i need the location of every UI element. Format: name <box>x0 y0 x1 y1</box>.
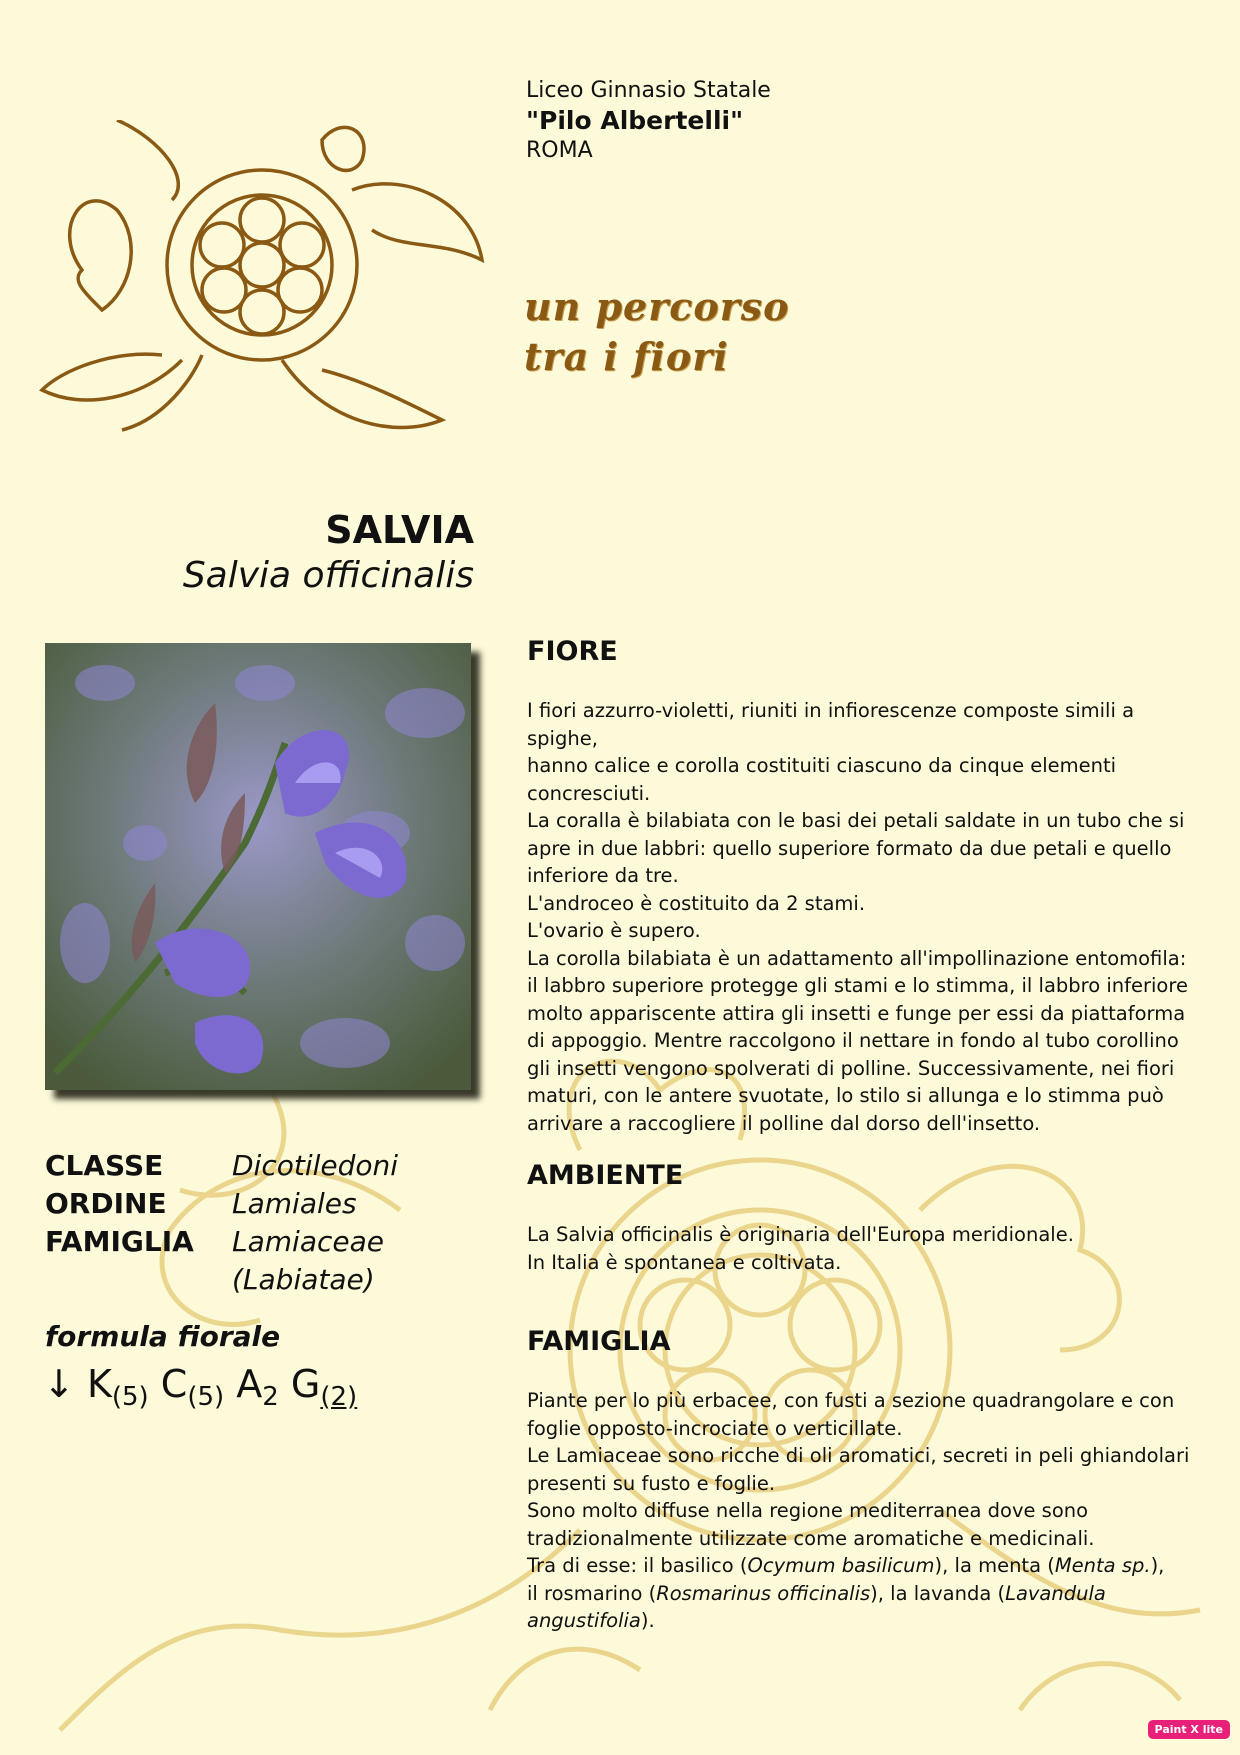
school-city: ROMA <box>526 138 593 163</box>
section-title-famiglia: FAMIGLIA <box>527 1326 671 1357</box>
latin-name: Salvia officinalis <box>182 555 474 596</box>
text-line: il labbro superiore protegge gli stami e lo stimma, il labbro inferiore <box>527 974 1188 997</box>
text-line: arrivare a raccogliere il polline dal dorso dell'insetto. <box>527 1111 1041 1135</box>
taxonomy-row <box>45 1261 398 1299</box>
calyx-count: (5) <box>111 1382 149 1412</box>
calyx-symbol: K <box>86 1362 112 1406</box>
text-line-examples <box>527 1580 1207 1608</box>
text-line: hanno calice e corolla costituiti ciascuno da cinque elementi <box>527 754 1117 777</box>
school-line: Liceo Ginnasio Statale <box>526 78 771 103</box>
section-title-ambiente: AMBIENTE <box>527 1160 684 1191</box>
section-text-fiore <box>527 697 1207 1137</box>
section-title-fiore: FIORE <box>527 636 618 667</box>
text-line: Piante per lo più erbacee, con fusti a sezione quadrangolare e con <box>527 1389 1175 1412</box>
text-line: inferiore da tre. <box>527 864 679 887</box>
motto-line-1: un percorso <box>524 284 790 329</box>
text-line: maturi, con le antere svuotate, lo stilo si allunga e lo stimma può <box>527 1084 1164 1107</box>
gynoecium-symbol: G <box>290 1362 321 1406</box>
species-name: Menta sp. <box>1054 1554 1151 1577</box>
text-line: presenti su fusto e foglie. <box>527 1471 776 1495</box>
salvia-photo-illustration <box>45 643 471 1090</box>
text-line: molto appariscente attira gli insetti e funge per essi da piattaforma <box>527 1001 1186 1025</box>
taxonomy-label: ORDINE <box>45 1187 167 1220</box>
text-line: In Italia è spontanea e coltivata. <box>527 1250 842 1274</box>
text-line: La corolla bilabiata è un adattamento all'impollinazione entomofila: <box>527 946 1187 970</box>
common-name: SALVIA <box>325 508 474 552</box>
taxonomy-value: Lamiaceae <box>232 1225 384 1258</box>
rose-logo-ornament <box>22 120 502 450</box>
text-line: concresciuti. <box>527 781 651 805</box>
text-fragment: il rosmarino ( <box>527 1581 657 1605</box>
androecium-symbol: A <box>236 1362 263 1406</box>
text-line: tradizionalmente utilizzate come aromatiche e medicinali. <box>527 1526 1095 1550</box>
taxonomy-value: Dicotiledoni <box>232 1149 399 1182</box>
corolla-count: (5) <box>187 1382 225 1412</box>
text-line: di appoggio. Mentre raccolgono il nettare in fondo al tubo corollino <box>527 1029 1179 1052</box>
text-line: apre in due labbri: quello superiore formato da due petali e quello <box>527 836 1172 860</box>
plant-title <box>183 506 474 598</box>
text-line-examples <box>527 1607 1207 1635</box>
text-fragment: ). <box>640 1609 655 1632</box>
text-line: foglie opposto-incrociate o verticillate. <box>527 1416 903 1440</box>
school-header <box>526 76 771 166</box>
zygomorphic-arrow-icon: ↓ <box>43 1362 75 1406</box>
taxonomy-row <box>45 1223 398 1261</box>
salvia-photo <box>45 643 471 1090</box>
text-line: Sono molto diffuse nella regione mediterranea dove sono <box>527 1499 1089 1522</box>
taxonomy-label: CLASSE <box>45 1149 164 1182</box>
corolla-symbol: C <box>160 1362 188 1406</box>
text-fragment: ), la lavanda ( <box>870 1581 1006 1605</box>
text-line: La coralla è bilabiata con le basi dei petali saldate in un tubo che si <box>527 809 1185 832</box>
taxonomy-value: (Labiatae) <box>232 1263 375 1296</box>
taxonomy-row <box>45 1185 398 1223</box>
motto-line-2: tra i fiori <box>524 334 729 379</box>
androecium-count: 2 <box>262 1382 279 1412</box>
text-line-examples <box>527 1552 1207 1580</box>
floral-formula <box>43 1362 357 1412</box>
formula-label: formula fiorale <box>45 1320 281 1353</box>
taxonomy-row <box>45 1147 398 1185</box>
text-line: gli insetti vengono spolverati di polline. Successivamente, nei fiori <box>527 1056 1175 1080</box>
text-fragment: ), la menta ( <box>934 1554 1055 1577</box>
section-text-famiglia <box>527 1387 1207 1635</box>
text-line: La Salvia officinalis è originaria dell'Europa meridionale. <box>527 1223 1074 1246</box>
text-line: L'ovario è supero. <box>527 919 701 942</box>
text-line: L'androceo è costituito da 2 stami. <box>527 891 866 915</box>
gynoecium-count: (2) <box>320 1382 358 1412</box>
species-name: Ocymum basilicum <box>747 1554 935 1577</box>
text-line: Le Lamiaceae sono ricche di oli aromatici, secreti in peli ghiandolari <box>527 1444 1190 1467</box>
taxonomy-table <box>45 1147 398 1299</box>
species-name: Rosmarinus officinalis <box>656 1581 871 1605</box>
taxonomy-label <box>45 1261 232 1299</box>
species-name: angustifolia <box>527 1609 641 1632</box>
species-name: Lavandula <box>1005 1581 1106 1605</box>
section-text-ambiente <box>527 1221 1207 1276</box>
text-fragment: ), <box>1150 1554 1165 1577</box>
paint-x-lite-badge: Paint X lite <box>1148 1720 1230 1739</box>
taxonomy-label: FAMIGLIA <box>45 1225 194 1258</box>
text-fragment: Tra di esse: il basilico ( <box>527 1554 748 1577</box>
taxonomy-value: Lamiales <box>232 1187 357 1220</box>
text-line: I fiori azzurro-violetti, riuniti in infiorescenze composte simili a spighe, <box>527 699 1135 750</box>
motto <box>524 282 790 382</box>
school-name: "Pilo Albertelli" <box>526 106 744 135</box>
